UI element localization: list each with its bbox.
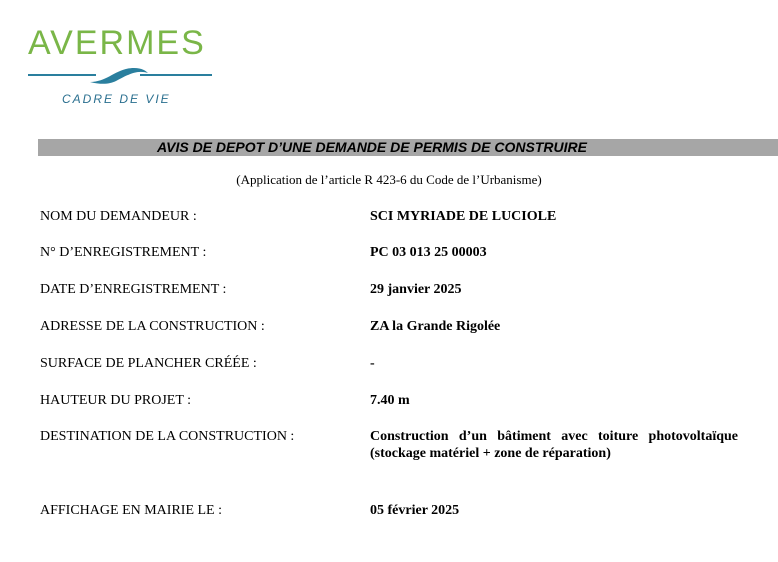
value-registration-number: PC 03 013 25 00003 [370, 245, 487, 260]
value-registration-date: 29 janvier 2025 [370, 282, 462, 297]
logo-title: AVERMES [28, 24, 206, 62]
label-construction-address: ADRESSE DE LA CONSTRUCTION : [40, 319, 265, 334]
value-applicant: SCI MYRIADE DE LUCIOLE [370, 209, 557, 224]
value-town-hall-posting: 05 février 2025 [370, 503, 460, 518]
label-registration-date: DATE D’ENREGISTREMENT : [40, 282, 227, 297]
notice-subtitle: (Application de l’article R 423-6 du Code de l’Urbanisme) [236, 172, 542, 187]
label-town-hall-posting: AFFICHAGE EN MAIRIE LE : [40, 503, 222, 518]
value-floor-area: - [370, 356, 375, 371]
avermes-logo [28, 24, 212, 108]
logo-tagline: CADRE DE VIE [62, 92, 171, 106]
notice-title: AVIS DE DEPOT D’UNE DEMANDE DE PERMIS DE CONSTRUIRE [157, 139, 587, 155]
label-construction-purpose: DESTINATION DE LA CONSTRUCTION : [40, 429, 295, 444]
value-construction-address: ZA la Grande Rigolée [370, 319, 501, 334]
label-registration-number: N° D’ENREGISTREMENT : [40, 245, 207, 260]
label-project-height: HAUTEUR DU PROJET : [40, 393, 192, 408]
label-applicant: NOM DU DEMANDEUR : [40, 209, 197, 224]
label-floor-area: SURFACE DE PLANCHER CRÉÉE : [40, 356, 257, 371]
logo-wave-icon [28, 64, 212, 86]
value-construction-purpose: Construction d’un bâtiment avec toiture photovoltaïque (stockage matériel + zone de réparation) [370, 429, 738, 461]
value-project-height: 7.40 m [370, 393, 410, 408]
